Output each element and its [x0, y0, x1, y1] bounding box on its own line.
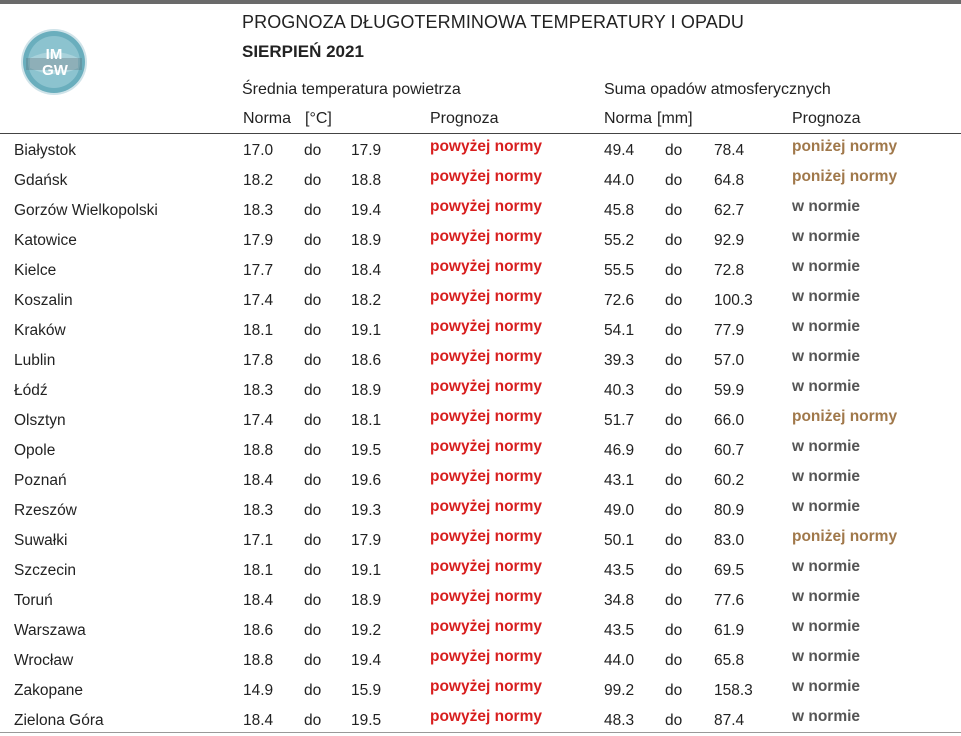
precip-norm-min: 43.1	[604, 472, 635, 489]
temp-norm-min: 17.9	[243, 232, 274, 249]
precip-norm-min: 45.8	[604, 202, 635, 219]
temp-norm-max: 19.2	[351, 622, 382, 639]
temp-norm-max: 19.6	[351, 472, 382, 489]
city-name: Suwałki	[14, 532, 68, 549]
precip-forecast: w normie	[792, 678, 861, 695]
table-row	[0, 345, 961, 375]
temp-norm-min: 17.1	[243, 532, 274, 549]
temp-norm-min: 18.3	[243, 202, 274, 219]
precip-norm-min: 55.5	[604, 262, 635, 279]
temp-forecast: powyżej normy	[430, 168, 542, 185]
precip-connector: do	[665, 442, 683, 459]
logo-text-top: IM	[45, 46, 63, 63]
temp-connector: do	[304, 322, 322, 339]
temp-norm-min: 18.8	[243, 442, 274, 459]
precip-group-header: Suma opadów atmosferycznych	[604, 81, 831, 98]
table-row	[0, 255, 961, 285]
temp-norm-max: 19.4	[351, 202, 382, 219]
table-row	[0, 495, 961, 525]
temp-connector: do	[304, 232, 322, 249]
precip-connector: do	[665, 472, 683, 489]
temp-unit-header: [°C]	[305, 110, 332, 127]
precip-norm-min: 43.5	[604, 622, 635, 639]
temp-norm-max: 18.9	[351, 232, 382, 249]
precip-norm-min: 34.8	[604, 592, 635, 609]
precip-norm-max: 61.9	[714, 622, 745, 639]
table-row	[0, 525, 961, 555]
top-border	[0, 0, 961, 4]
precip-norm-min: 46.9	[604, 442, 635, 459]
header-divider	[0, 133, 961, 134]
precip-connector: do	[665, 532, 683, 549]
temp-forecast: powyżej normy	[430, 708, 542, 725]
temp-forecast: powyżej normy	[430, 348, 542, 365]
precip-forecast: w normie	[792, 258, 861, 275]
table-row	[0, 675, 961, 705]
table-row	[0, 285, 961, 315]
temp-connector: do	[304, 412, 322, 429]
temp-forecast: powyżej normy	[430, 258, 542, 275]
temp-connector: do	[304, 382, 322, 399]
temp-norm-max: 15.9	[351, 682, 382, 699]
precip-norm-max: 69.5	[714, 562, 745, 579]
temp-norm-min: 18.8	[243, 652, 274, 669]
precip-forecast: w normie	[792, 558, 861, 575]
temp-norm-max: 17.9	[351, 142, 382, 159]
temp-forecast: powyżej normy	[430, 678, 542, 695]
precip-unit-header: [mm]	[657, 110, 693, 127]
temp-forecast: powyżej normy	[430, 468, 542, 485]
temp-connector: do	[304, 532, 322, 549]
city-name: Rzeszów	[14, 502, 77, 519]
precip-forecast: w normie	[792, 708, 861, 725]
table-row	[0, 405, 961, 435]
temp-norm-min: 14.9	[243, 682, 274, 699]
precip-forecast: w normie	[792, 228, 861, 245]
temp-connector: do	[304, 292, 322, 309]
temp-norm-min: 17.4	[243, 412, 274, 429]
precip-norm-min: 49.0	[604, 502, 635, 519]
temp-norm-max: 18.6	[351, 352, 382, 369]
city-name: Toruń	[14, 592, 53, 609]
temp-norm-max: 19.1	[351, 322, 382, 339]
table-row	[0, 165, 961, 195]
precip-norm-max: 87.4	[714, 712, 745, 729]
temp-forecast: powyżej normy	[430, 138, 542, 155]
temp-connector: do	[304, 682, 322, 699]
temp-forecast: powyżej normy	[430, 648, 542, 665]
temp-connector: do	[304, 592, 322, 609]
precip-norm-max: 66.0	[714, 412, 745, 429]
temp-norm-max: 18.2	[351, 292, 382, 309]
temp-connector: do	[304, 622, 322, 639]
precip-forecast: w normie	[792, 468, 861, 485]
precip-connector: do	[665, 502, 683, 519]
precip-connector: do	[665, 172, 683, 189]
precip-connector: do	[665, 562, 683, 579]
table-row	[0, 135, 961, 165]
precip-norm-header: Norma	[604, 110, 653, 127]
precip-norm-max: 60.7	[714, 442, 745, 459]
temp-norm-min: 18.4	[243, 472, 274, 489]
imgw-logo	[20, 28, 88, 96]
precip-forecast: poniżej normy	[792, 528, 898, 545]
precip-norm-max: 83.0	[714, 532, 745, 549]
precip-norm-min: 39.3	[604, 352, 635, 369]
temp-connector: do	[304, 712, 322, 729]
city-name: Łódź	[14, 382, 48, 399]
city-name: Kielce	[14, 262, 57, 279]
table-row	[0, 585, 961, 615]
logo-text-bottom: GW	[42, 62, 68, 79]
temp-norm-min: 17.8	[243, 352, 274, 369]
page-title: PROGNOZA DŁUGOTERMINOWA TEMPERATURY I OPADU	[242, 12, 745, 32]
temp-norm-max: 19.3	[351, 502, 382, 519]
temp-norm-min: 18.6	[243, 622, 274, 639]
temp-norm-min: 18.3	[243, 502, 274, 519]
precip-forecast: w normie	[792, 618, 861, 635]
temp-connector: do	[304, 652, 322, 669]
temp-forecast-header: Prognoza	[430, 110, 499, 127]
precip-norm-min: 54.1	[604, 322, 635, 339]
precip-connector: do	[665, 622, 683, 639]
city-name: Białystok	[14, 142, 77, 159]
precip-connector: do	[665, 412, 683, 429]
precip-forecast: w normie	[792, 648, 861, 665]
precip-norm-min: 48.3	[604, 712, 635, 729]
precip-norm-max: 80.9	[714, 502, 745, 519]
precip-forecast: w normie	[792, 498, 861, 515]
precip-connector: do	[665, 382, 683, 399]
temp-forecast: powyżej normy	[430, 318, 542, 335]
temp-norm-max: 18.9	[351, 382, 382, 399]
precip-norm-min: 50.1	[604, 532, 635, 549]
temp-norm-min: 17.7	[243, 262, 274, 279]
forecast-table	[0, 135, 961, 735]
temp-norm-min: 18.4	[243, 712, 274, 729]
precip-norm-max: 72.8	[714, 262, 745, 279]
city-name: Wrocław	[14, 652, 74, 669]
temp-connector: do	[304, 352, 322, 369]
precip-forecast: poniżej normy	[792, 168, 898, 185]
temp-norm-min: 18.2	[243, 172, 274, 189]
precip-norm-min: 72.6	[604, 292, 635, 309]
temp-forecast: powyżej normy	[430, 558, 542, 575]
city-name: Opole	[14, 442, 56, 459]
precip-connector: do	[665, 352, 683, 369]
precip-norm-max: 64.8	[714, 172, 745, 189]
temp-norm-max: 18.1	[351, 412, 382, 429]
table-row	[0, 225, 961, 255]
temp-norm-min: 18.4	[243, 592, 274, 609]
precip-norm-min: 44.0	[604, 652, 635, 669]
precip-norm-min: 49.4	[604, 142, 635, 159]
table-row	[0, 315, 961, 345]
city-name: Zakopane	[14, 682, 83, 699]
temp-norm-max: 18.4	[351, 262, 382, 279]
temp-connector: do	[304, 472, 322, 489]
precip-connector: do	[665, 262, 683, 279]
precip-norm-max: 100.3	[714, 292, 753, 309]
precip-norm-max: 78.4	[714, 142, 745, 159]
temp-forecast: powyżej normy	[430, 588, 542, 605]
temp-forecast: powyżej normy	[430, 228, 542, 245]
temp-norm-min: 18.3	[243, 382, 274, 399]
temp-group-header: Średnia temperatura powietrza	[242, 81, 461, 98]
city-name: Warszawa	[14, 622, 86, 639]
temp-forecast: powyżej normy	[430, 378, 542, 395]
precip-connector: do	[665, 142, 683, 159]
temp-forecast: powyżej normy	[430, 438, 542, 455]
precip-norm-max: 158.3	[714, 682, 753, 699]
temp-forecast: powyżej normy	[430, 498, 542, 515]
table-row	[0, 435, 961, 465]
precip-norm-min: 40.3	[604, 382, 635, 399]
precip-forecast: w normie	[792, 438, 861, 455]
precip-norm-max: 60.2	[714, 472, 745, 489]
precip-forecast: poniżej normy	[792, 408, 898, 425]
table-row	[0, 705, 961, 735]
precip-norm-max: 92.9	[714, 232, 745, 249]
precip-connector: do	[665, 292, 683, 309]
temp-connector: do	[304, 442, 322, 459]
table-row	[0, 375, 961, 405]
temp-connector: do	[304, 142, 322, 159]
city-name: Zielona Góra	[14, 712, 104, 729]
precip-norm-min: 44.0	[604, 172, 635, 189]
precip-forecast: w normie	[792, 318, 861, 335]
temp-norm-min: 18.1	[243, 322, 274, 339]
precip-norm-max: 77.6	[714, 592, 745, 609]
precip-connector: do	[665, 652, 683, 669]
temp-norm-header: Norma	[243, 110, 292, 127]
precip-forecast: w normie	[792, 378, 861, 395]
precip-connector: do	[665, 712, 683, 729]
temp-norm-max: 18.8	[351, 172, 382, 189]
temp-norm-max: 19.5	[351, 442, 382, 459]
city-name: Kraków	[14, 322, 66, 339]
city-name: Szczecin	[14, 562, 77, 579]
table-row	[0, 615, 961, 645]
precip-connector: do	[665, 322, 683, 339]
temp-norm-min: 17.4	[243, 292, 274, 309]
table-row	[0, 645, 961, 675]
temp-norm-max: 19.4	[351, 652, 382, 669]
precip-connector: do	[665, 592, 683, 609]
city-name: Katowice	[14, 232, 77, 249]
city-name: Lublin	[14, 352, 56, 369]
precip-norm-max: 62.7	[714, 202, 745, 219]
temp-forecast: powyżej normy	[430, 288, 542, 305]
bottom-divider	[0, 732, 961, 733]
city-name: Koszalin	[14, 292, 73, 309]
precip-forecast: w normie	[792, 198, 861, 215]
precip-forecast-header: Prognoza	[792, 110, 861, 127]
precip-norm-min: 55.2	[604, 232, 635, 249]
table-row	[0, 555, 961, 585]
precip-norm-max: 57.0	[714, 352, 745, 369]
city-name: Gdańsk	[14, 172, 68, 189]
precip-forecast: w normie	[792, 288, 861, 305]
temp-norm-max: 19.5	[351, 712, 382, 729]
precip-connector: do	[665, 232, 683, 249]
table-row	[0, 465, 961, 495]
temp-norm-max: 18.9	[351, 592, 382, 609]
precip-norm-min: 43.5	[604, 562, 635, 579]
precip-norm-min: 51.7	[604, 412, 635, 429]
temp-connector: do	[304, 172, 322, 189]
precip-forecast: poniżej normy	[792, 138, 898, 155]
temp-connector: do	[304, 262, 322, 279]
city-name: Gorzów Wielkopolski	[14, 202, 158, 219]
precip-forecast: w normie	[792, 588, 861, 605]
temp-forecast: powyżej normy	[430, 618, 542, 635]
temp-norm-min: 18.1	[243, 562, 274, 579]
precip-forecast: w normie	[792, 348, 861, 365]
city-name: Poznań	[14, 472, 67, 489]
city-name: Olsztyn	[14, 412, 66, 429]
precip-norm-min: 99.2	[604, 682, 635, 699]
table-row	[0, 195, 961, 225]
page-subtitle: SIERPIEŃ 2021	[242, 42, 364, 61]
precip-norm-max: 65.8	[714, 652, 745, 669]
precip-norm-max: 77.9	[714, 322, 745, 339]
precip-connector: do	[665, 682, 683, 699]
temp-norm-min: 17.0	[243, 142, 274, 159]
temp-norm-max: 17.9	[351, 532, 382, 549]
precip-norm-max: 59.9	[714, 382, 745, 399]
temp-connector: do	[304, 562, 322, 579]
precip-connector: do	[665, 202, 683, 219]
temp-forecast: powyżej normy	[430, 408, 542, 425]
temp-forecast: powyżej normy	[430, 528, 542, 545]
temp-connector: do	[304, 502, 322, 519]
temp-norm-max: 19.1	[351, 562, 382, 579]
temp-forecast: powyżej normy	[430, 198, 542, 215]
temp-connector: do	[304, 202, 322, 219]
